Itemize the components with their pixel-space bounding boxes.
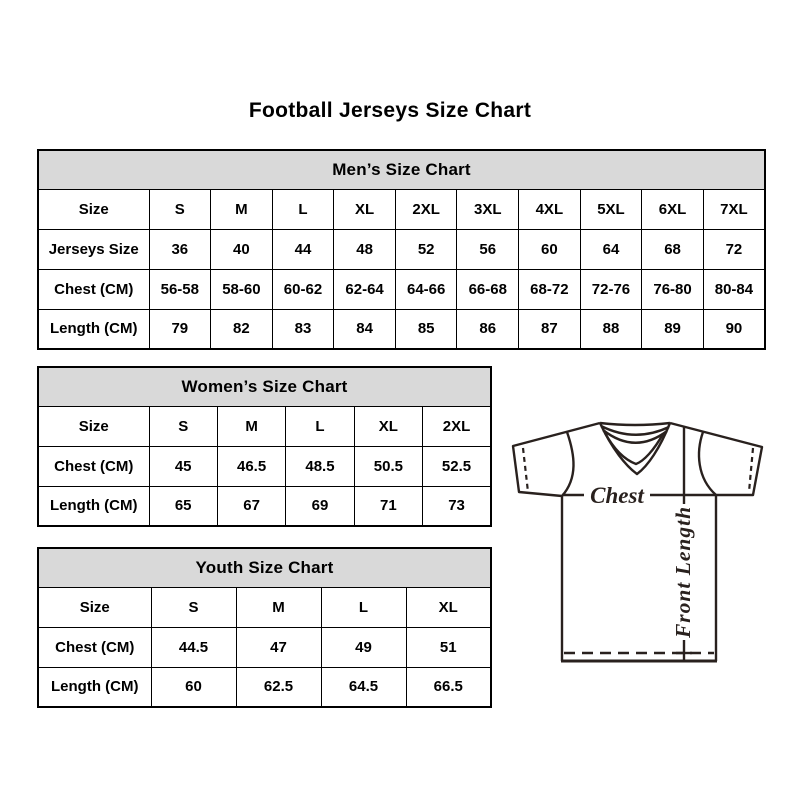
size-value: 36 <box>149 229 211 269</box>
size-value: 47 <box>236 627 321 667</box>
column-header: 3XL <box>457 189 519 229</box>
column-header: 2XL <box>395 189 457 229</box>
size-value: 51 <box>406 627 491 667</box>
size-value: 65 <box>149 486 217 526</box>
size-value: 80-84 <box>703 269 765 309</box>
size-value: 67 <box>217 486 285 526</box>
jersey-left-armhole-seam <box>562 432 574 496</box>
column-header: Size <box>38 587 151 627</box>
size-value: 64 <box>580 229 642 269</box>
size-value: 64-66 <box>395 269 457 309</box>
size-value: 86 <box>457 309 519 349</box>
jersey-right-armhole-seam <box>699 432 716 495</box>
size-value: 66-68 <box>457 269 519 309</box>
size-value: 60 <box>519 229 581 269</box>
size-value: 56 <box>457 229 519 269</box>
column-header: M <box>217 406 285 446</box>
size-value: 62-64 <box>334 269 396 309</box>
row-label: Length (CM) <box>38 486 149 526</box>
size-value: 62.5 <box>236 667 321 707</box>
chest-label: Chest <box>590 483 644 508</box>
size-value: 73 <box>423 486 491 526</box>
size-value: 72 <box>703 229 765 269</box>
table-row <box>38 587 491 627</box>
size-value: 56-58 <box>149 269 211 309</box>
youth-size-table <box>37 547 492 708</box>
table-row <box>38 189 765 229</box>
size-value: 85 <box>395 309 457 349</box>
table-row <box>38 667 491 707</box>
column-header: Size <box>38 189 149 229</box>
row-label: Chest (CM) <box>38 269 149 309</box>
row-label: Length (CM) <box>38 309 149 349</box>
row-label: Chest (CM) <box>38 627 151 667</box>
column-header: 5XL <box>580 189 642 229</box>
size-value: 50.5 <box>354 446 422 486</box>
jersey-measurement-diagram-icon <box>500 400 790 675</box>
size-value: 71 <box>354 486 422 526</box>
size-value: 40 <box>211 229 273 269</box>
jersey-collar-band-line <box>601 426 669 435</box>
size-value: 88 <box>580 309 642 349</box>
size-value: 79 <box>149 309 211 349</box>
column-header: XL <box>406 587 491 627</box>
table-row <box>38 150 765 189</box>
table-row <box>38 486 491 526</box>
column-header: Size <box>38 406 149 446</box>
column-header: L <box>272 189 334 229</box>
column-header: L <box>321 587 406 627</box>
column-header: M <box>236 587 321 627</box>
size-value: 76-80 <box>642 269 704 309</box>
size-value: 52.5 <box>423 446 491 486</box>
size-value: 48.5 <box>286 446 354 486</box>
size-value: 69 <box>286 486 354 526</box>
size-value: 48 <box>334 229 396 269</box>
size-value: 45 <box>149 446 217 486</box>
table-row <box>38 548 491 587</box>
size-value: 90 <box>703 309 765 349</box>
column-header: S <box>149 406 217 446</box>
size-value: 52 <box>395 229 457 269</box>
column-header: 4XL <box>519 189 581 229</box>
table-row <box>38 627 491 667</box>
womens-size-table <box>37 366 492 527</box>
mens-table-title: Men’s Size Chart <box>38 150 765 189</box>
size-value: 60 <box>151 667 236 707</box>
jersey-right-cuff-stitch <box>749 448 753 492</box>
table-row <box>38 269 765 309</box>
column-header: 2XL <box>423 406 491 446</box>
table-row <box>38 446 491 486</box>
table-row <box>38 367 491 406</box>
size-value: 83 <box>272 309 334 349</box>
jersey-collar-top <box>600 423 670 425</box>
size-value: 89 <box>642 309 704 349</box>
size-value: 72-76 <box>580 269 642 309</box>
column-header: 6XL <box>642 189 704 229</box>
column-header: L <box>286 406 354 446</box>
size-value: 44 <box>272 229 334 269</box>
column-header: 7XL <box>703 189 765 229</box>
mens-size-table <box>37 149 766 350</box>
size-value: 68 <box>642 229 704 269</box>
table-row <box>38 229 765 269</box>
size-value: 58-60 <box>211 269 273 309</box>
size-value: 64.5 <box>321 667 406 707</box>
size-value: 44.5 <box>151 627 236 667</box>
front-length-label: Front Length <box>671 505 695 639</box>
jersey-left-cuff-stitch <box>523 448 528 492</box>
column-header: S <box>149 189 211 229</box>
row-label: Chest (CM) <box>38 446 149 486</box>
womens-table-title: Women’s Size Chart <box>38 367 491 406</box>
youth-table-title: Youth Size Chart <box>38 548 491 587</box>
size-value: 84 <box>334 309 396 349</box>
size-value: 68-72 <box>519 269 581 309</box>
size-value: 66.5 <box>406 667 491 707</box>
row-label: Jerseys Size <box>38 229 149 269</box>
size-value: 87 <box>519 309 581 349</box>
size-value: 60-62 <box>272 269 334 309</box>
table-row <box>38 309 765 349</box>
table-row <box>38 406 491 446</box>
size-value: 82 <box>211 309 273 349</box>
column-header: XL <box>354 406 422 446</box>
column-header: XL <box>334 189 396 229</box>
column-header: M <box>211 189 273 229</box>
column-header: S <box>151 587 236 627</box>
row-label: Length (CM) <box>38 667 151 707</box>
size-value: 49 <box>321 627 406 667</box>
page-title: Football Jerseys Size Chart <box>248 99 532 122</box>
size-value: 46.5 <box>217 446 285 486</box>
